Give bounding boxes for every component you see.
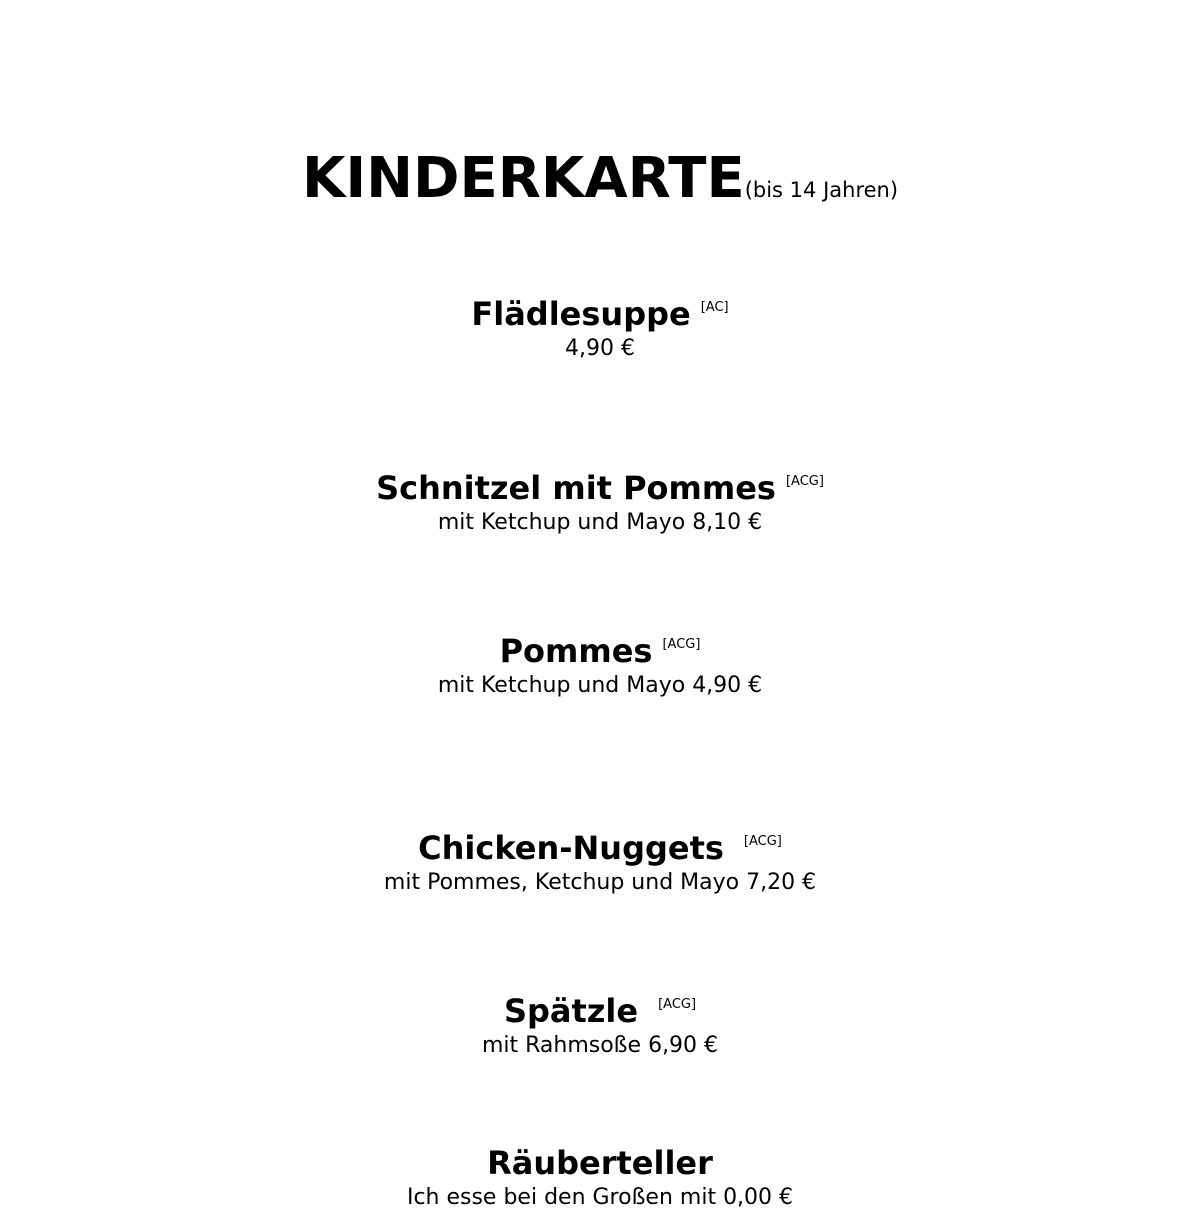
menu-subtitle: (bis 14 Jahren) bbox=[744, 178, 899, 202]
menu-item-spaetzle bbox=[0, 985, 1200, 1061]
menu-item-name: Spätzle bbox=[503, 992, 639, 1030]
allergen-label: [ACG] bbox=[743, 834, 782, 849]
menu-item-chicken-nuggets bbox=[0, 822, 1200, 898]
menu-item-name: Schnitzel mit Pommes bbox=[376, 469, 776, 507]
menu-title: KINDERKARTE bbox=[301, 146, 745, 211]
allergen-label: [ACG] bbox=[658, 997, 697, 1012]
menu-item-name: Pommes bbox=[499, 632, 653, 670]
menu-item-description: mit Rahmsoße 6,90 € bbox=[481, 1033, 719, 1058]
menu-item-name: Räuberteller bbox=[487, 1144, 713, 1182]
menu-item-description: mit Ketchup und Mayo 4,90 € bbox=[437, 673, 763, 698]
menu-item-description: Ich esse bei den Großen mit 0,00 € bbox=[406, 1185, 794, 1210]
menu-item-description: 4,90 € bbox=[565, 336, 635, 361]
menu-item-schnitzel bbox=[0, 462, 1200, 538]
allergen-label: [AC] bbox=[700, 300, 729, 315]
allergen-label: [ACG] bbox=[785, 474, 824, 489]
allergen-label: [ACG] bbox=[662, 637, 701, 652]
menu-heading bbox=[0, 146, 1200, 211]
menu-item-name: Flädlesuppe bbox=[471, 295, 691, 333]
menu-item-raeuberteller bbox=[0, 1143, 1200, 1213]
menu-item-name: Chicken-Nuggets bbox=[418, 829, 724, 867]
menu-item-pommes bbox=[0, 625, 1200, 701]
menu-item-flaedlesuppe bbox=[0, 288, 1200, 364]
menu-item-description: mit Ketchup und Mayo 8,10 € bbox=[437, 510, 763, 535]
menu-item-description: mit Pommes, Ketchup und Mayo 7,20 € bbox=[383, 870, 817, 895]
